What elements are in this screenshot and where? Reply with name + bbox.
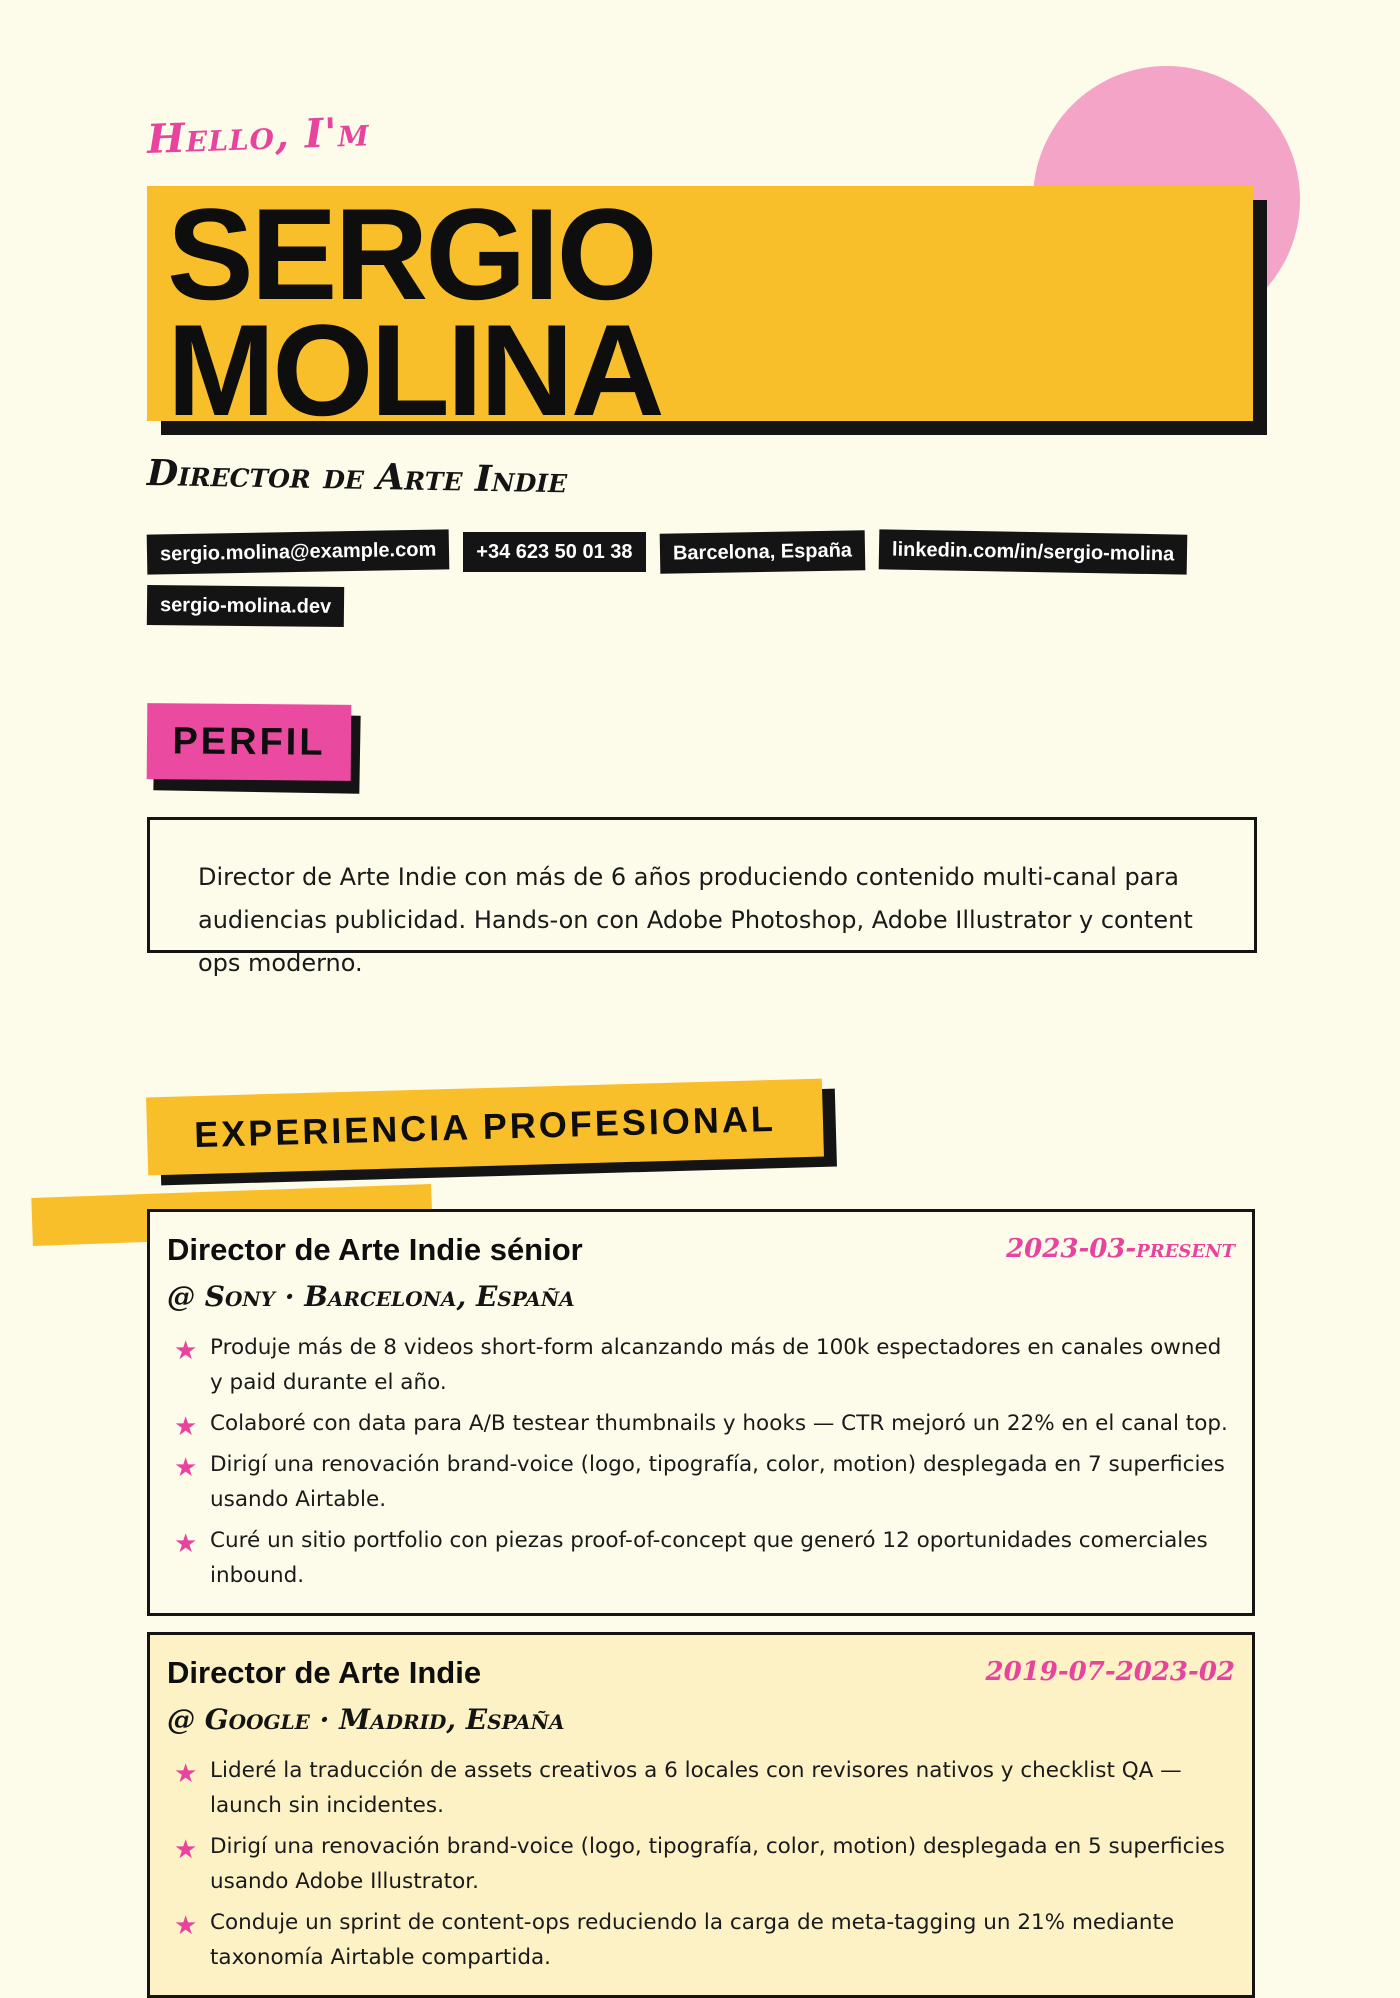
job-bullet: ★ Conduje un sprint de content-ops reduciendo la carga de meta-tagging un 21% mediante taxonomía Airtable compartida.	[174, 1910, 1175, 1970]
star-icon: ★	[174, 1835, 198, 1865]
job-company-location: @ Google · Madrid, España	[167, 1703, 565, 1736]
full-name	[167, 181, 662, 443]
job-title: Director de Arte Indie sénior	[167, 1232, 583, 1267]
job-bullet: ★ Produje más de 8 videos short-form alcanzando más de 100k espectadores en canales owned y paid durante el año.	[174, 1335, 1222, 1395]
job-company-location: @ Sony · Barcelona, España	[167, 1280, 575, 1313]
star-icon: ★	[174, 1529, 198, 1559]
job-dates: 2023-03-present	[1006, 1234, 1235, 1264]
job-title: Director de Arte Indie	[167, 1655, 482, 1690]
greeting: Hello, I'm	[146, 108, 371, 163]
contact-linkedin[interactable]: linkedin.com/in/sergio-molina	[878, 529, 1187, 574]
job-role-subtitle: Director de Arte Indie	[146, 452, 568, 502]
profile-summary-box	[147, 817, 1257, 977]
contact-list	[147, 532, 1257, 626]
profile-heading	[147, 703, 352, 781]
experience-heading-label: EXPERIENCIA PROFESIONAL	[193, 1097, 777, 1156]
star-icon: ★	[174, 1412, 198, 1442]
profile-summary: Director de Arte Indie con más de 6 años produciendo contenido multi-canal para audiencias publicidad. Hands-on con Adobe Photoshop, Adobe Illustrator y content ops moderno.	[198, 863, 1193, 977]
contact-email[interactable]: sergio.molina@example.com	[147, 529, 450, 574]
job-bullet: ★ Lideré la traducción de assets creativos a 6 locales con revisores nativos y checklist QA — launch sin incidentes.	[174, 1758, 1182, 1818]
star-icon: ★	[174, 1453, 198, 1483]
job-bullet: ★ Curé un sitio portfolio con piezas proof-of-concept que generó 12 oportunidades comerciales inbound.	[174, 1528, 1208, 1588]
first-name: SERGIO	[167, 181, 655, 327]
star-icon: ★	[174, 1336, 198, 1366]
star-icon: ★	[174, 1911, 198, 1941]
star-icon: ★	[174, 1759, 198, 1789]
job-bullet-list	[174, 1753, 1228, 1981]
contact-location: Barcelona, España	[659, 530, 865, 574]
job-bullet: ★ Dirigí una renovación brand-voice (logo, tipografía, color, motion) desplegada en 7 superficies usando Airtable.	[174, 1452, 1225, 1512]
contact-phone[interactable]: +34 623 50 01 38	[463, 532, 645, 572]
job-entry	[147, 1632, 1255, 1998]
contact-website[interactable]: sergio-molina.dev	[147, 585, 345, 627]
last-name: MOLINA	[167, 297, 662, 443]
job-bullet: ★ Dirigí una renovación brand-voice (logo, tipografía, color, motion) desplegada en 5 superficies usando Adobe Illustrator.	[174, 1834, 1225, 1894]
job-entry	[147, 1209, 1255, 1616]
profile-heading-label: PERFIL	[172, 719, 326, 764]
job-bullet-list	[174, 1330, 1228, 1599]
job-bullet: ★ Colaboré con data para A/B testear thumbnails y hooks — CTR mejoró un 22% en el canal top.	[202, 1406, 1228, 1441]
job-dates: 2019-07-2023-02	[985, 1657, 1235, 1687]
